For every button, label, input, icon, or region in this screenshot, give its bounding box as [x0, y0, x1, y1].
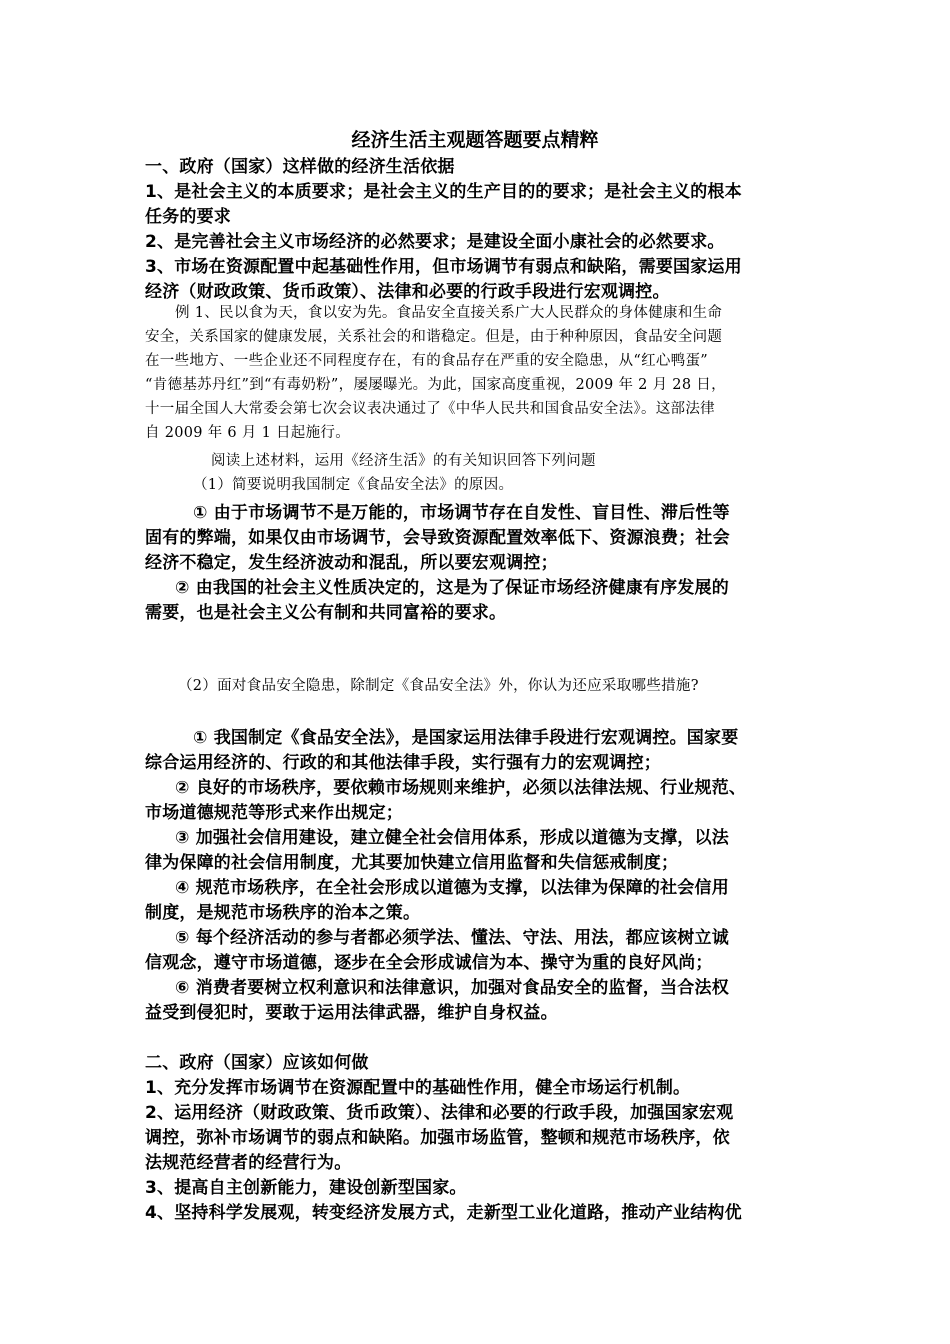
text-line: “肯德基苏丹红”到“有毒奶粉”，屡屡曝光。为此，国家高度重视，2009 年 2 月 28 日， — [145, 377, 726, 393]
text-line: 3、市场在资源配置中起基础性作用，但市场调节有弱点和缺陷，需要国家运用 — [145, 257, 742, 277]
text-line: （1）简要说明我国制定《食品安全法》的原因。 — [193, 477, 514, 493]
text-line: 在一些地方、一些企业还不同程度存在，有的食品存在严重的安全隐患，从“红心鸭蛋” — [145, 353, 709, 369]
text-line: 信观念，遵守市场道德，逐步在全会形成诚信为本、操守为重的良好风尚； — [145, 953, 713, 973]
text-line: ⑥ 消费者要树立权利意识和法律意识，加强对食品安全的监督，当合法权 — [175, 978, 729, 998]
text-line: 法规范经营者的经营行为。 — [145, 1153, 352, 1173]
text-line: ① 由于市场调节不是万能的，市场调节存在自发性、盲目性、滞后性等 — [193, 503, 730, 523]
text-line: 固有的弊端，如果仅由市场调节，会导致资源配置效率低下、资源浪费；社会 — [145, 528, 730, 548]
text-line: 综合运用经济的、行政的和其他法律手段，实行强有力的宏观调控； — [145, 753, 661, 773]
text-line: 阅读上述材料，运用《经济生活》的有关知识回答下列问题 — [211, 453, 596, 469]
text-line: ① 我国制定《食品安全法》，是国家运用法律手段进行宏观调控。国家要 — [193, 728, 739, 748]
text-line: 二、政府（国家）应该如何做 — [145, 1053, 369, 1073]
text-line: 3、提高自主创新能力，建设创新型国家。 — [145, 1178, 467, 1198]
text-line: 1、充分发挥市场调节在资源配置中的基础性作用，健全市场运行机制。 — [145, 1078, 691, 1098]
text-line: ② 由我国的社会主义性质决定的，这是为了保证市场经济健康有序发展的 — [175, 578, 729, 598]
text-line: ② 良好的市场秩序，要依赖市场规则来维护，必须以法律法规、行业规范、 — [175, 778, 747, 798]
text-line: ③ 加强社会信用建设，建立健全社会信用体系，形成以道德为支撑，以法 — [175, 828, 729, 848]
text-line: 需要，也是社会主义公有制和共同富裕的要求。 — [145, 603, 507, 623]
text-line: 2、运用经济（财政政策、货币政策）、法律和必要的行政手段，加强国家宏观 — [145, 1103, 734, 1123]
text-line: 经济（财政政策、货币政策）、法律和必要的行政手段进行宏观调控。 — [145, 282, 670, 302]
text-line: ④ 规范市场秩序，在全社会形成以道德为支撑，以法律为保障的社会信用 — [175, 878, 729, 898]
text-line: 益受到侵犯时，要敢于运用法律武器，维护自身权益。 — [145, 1003, 558, 1023]
text-line: （2）面对食品安全隐患，除制定《食品安全法》外，你认为还应采取哪些措施? — [178, 678, 699, 694]
text-line: 制度，是规范市场秩序的治本之策。 — [145, 903, 421, 923]
text-line: 律为保障的社会信用制度，尤其要加快建立信用监督和失信惩戒制度； — [145, 853, 679, 873]
text-line: 调控，弥补市场调节的弱点和缺陷。加强市场监管，整顿和规范市场秩序，依 — [145, 1128, 730, 1148]
text-line: 一、政府（国家）这样做的经济生活依据 — [145, 157, 455, 177]
text-line: 安全，关系国家的健康发展，关系社会的和谐稳定。但是，由于种种原因，食品安全问题 — [145, 329, 723, 345]
text-line: 4、坚持科学发展观，转变经济发展方式，走新型工业化道路，推动产业结构优 — [145, 1203, 742, 1223]
text-line: 自 2009 年 6 月 1 日起施行。 — [145, 425, 351, 441]
text-line: 任务的要求 — [145, 207, 231, 227]
text-line: 2、是完善社会主义市场经济的必然要求；是建设全面小康社会的必然要求。 — [145, 232, 725, 252]
text-line: 经济不稳定，发生经济波动和混乱，所以要宏观调控； — [145, 553, 558, 573]
text-line: 市场道德规范等形式来作出规定； — [145, 803, 403, 823]
document-title: 经济生活主观题答题要点精粹 — [351, 129, 599, 151]
text-line: ⑤ 每个经济活动的参与者都必须学法、懂法、守法、用法，都应该树立诚 — [175, 928, 729, 948]
text-line: 十一届全国人大常委会第七次会议表决通过了《中华人民共和国食品安全法》。这部法律 — [145, 401, 715, 417]
text-line: 1、是社会主义的本质要求；是社会主义的生产目的的要求；是社会主义的根本 — [145, 182, 742, 202]
text-line: 例 1、民以食为天，食以安为先。食品安全直接关系广大人民群众的身体健康和生命 — [175, 305, 723, 321]
